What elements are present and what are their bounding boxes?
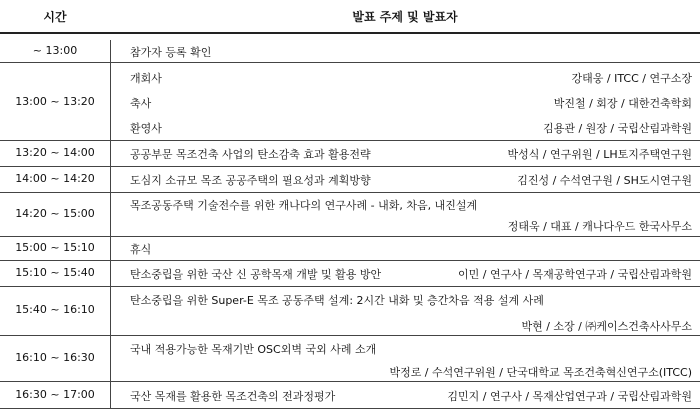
row-speaker: 박성식 / 연구위원 / LH토지주택연구원 (507, 148, 692, 161)
row-topic: 개회사 (130, 72, 162, 85)
row-time: 15:40 ~ 16:10 (15, 303, 95, 316)
row-speaker: 박현 / 소장 / ㈜케이스건축사사무소 (521, 320, 692, 333)
row-speaker: 김진성 / 수석연구원 / SH도시연구원 (517, 174, 692, 187)
header-time: 시간 (43, 10, 67, 24)
row-speaker: 정태욱 / 대표 / 캐나다우드 한국사무소 (507, 220, 692, 233)
row-time: 16:30 ~ 17:00 (15, 388, 95, 401)
row-divider (0, 236, 700, 237)
row-topic: 환영사 (130, 122, 162, 135)
row-divider (0, 62, 700, 63)
row-time: 13:00 ~ 13:20 (15, 95, 95, 108)
row-divider (0, 286, 700, 287)
row-topic: 참가자 등록 확인 (130, 46, 212, 59)
row-speaker: 박진철 / 회장 / 대한건축학회 (553, 97, 692, 110)
row-topic: 축사 (130, 97, 152, 110)
row-topic: 국산 목재를 활용한 목조건축의 전과정평가 (130, 390, 336, 403)
header-divider (0, 32, 700, 34)
column-divider (110, 40, 111, 408)
row-topic: 도심지 소규모 목조 공공주택의 필요성과 계획방향 (130, 174, 371, 187)
row-divider (0, 140, 700, 141)
row-topic: 목조공동주택 기술전수를 위한 캐나다의 연구사례 - 내화, 차음, 내진설계 (130, 199, 478, 212)
row-divider (0, 260, 700, 261)
row-divider (0, 166, 700, 167)
row-time: 16:10 ~ 16:30 (15, 351, 95, 364)
row-topic: 휴식 (130, 243, 152, 256)
row-divider (0, 381, 700, 382)
row-divider (0, 335, 700, 336)
row-time: 13:20 ~ 14:00 (15, 146, 95, 159)
row-speaker: 김민지 / 연구사 / 목재산업연구과 / 국립산림과학원 (447, 390, 692, 403)
row-speaker: 김용관 / 원장 / 국립산림과학원 (543, 122, 692, 135)
row-time: ~ 13:00 (32, 44, 78, 57)
row-topic: 공공부문 목조건축 사업의 탄소감축 효과 활용전략 (130, 148, 371, 161)
table-header (0, 0, 700, 32)
row-time: 15:00 ~ 15:10 (15, 241, 95, 254)
table-bottom-border (0, 408, 700, 409)
row-topic: 국내 적용가능한 목재기반 OSC외벽 국외 사례 소개 (130, 343, 377, 356)
row-divider (0, 192, 700, 193)
row-time: 15:10 ~ 15:40 (15, 266, 95, 279)
row-speaker: 이민 / 연구사 / 목재공학연구과 / 국립산림과학원 (458, 268, 692, 281)
row-speaker: 박정로 / 수석연구위원 / 단국대학교 목조건축혁신연구소(ITCC) (389, 366, 692, 379)
row-topic: 탄소중립을 위한 국산 신 공학목재 개발 및 활용 방안 (130, 268, 382, 281)
row-speaker: 강태웅 / ITCC / 연구소장 (571, 72, 692, 85)
row-topic: 탄소중립을 위한 Super-E 목조 공동주택 설계: 2시간 내화 및 층간차음 적용 설계 사례 (130, 294, 544, 307)
header-topic: 발표 주제 및 발표자 (352, 10, 458, 24)
row-time: 14:00 ~ 14:20 (15, 172, 95, 185)
row-time: 14:20 ~ 15:00 (15, 207, 95, 220)
